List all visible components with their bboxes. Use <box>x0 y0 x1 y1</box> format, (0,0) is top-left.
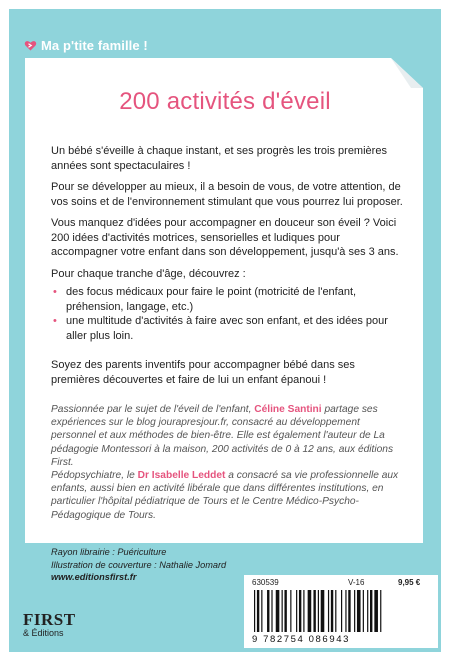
author-name-1: Céline Santini <box>254 404 322 415</box>
bullet-icon: • <box>53 286 57 298</box>
publisher-name: FIRST <box>23 610 76 629</box>
product-reference: 630539 <box>252 578 279 587</box>
publisher-logo <box>23 610 76 638</box>
heart-arrow-icon <box>24 39 37 52</box>
bullet-icon: • <box>53 315 57 327</box>
discover-list <box>51 285 406 343</box>
publisher-subtitle: & Éditions <box>23 628 64 638</box>
list-item: • une multitude d'activités à faire avec son enfant, et des idées pour aller plus loin. <box>53 315 388 342</box>
series-name: Ma p'tite famille ! <box>41 38 148 53</box>
isbn-digits: 9 782754 086943 <box>252 634 350 645</box>
author-bio <box>51 403 401 522</box>
paragraph-5: Soyez des parents inventifs pour accompagner bébé dans ses premières découvertes et faire de lui un enfant épanoui ! <box>51 359 355 386</box>
series-banner <box>24 38 148 53</box>
author-bio-2: Pédopsychiatre, le Dr Isabelle Leddet a consacré sa vie professionnelle aux enfants, aussi bien en activité libérale que dans différentes institutions, en particulier l'hôpital pédiatrique de Tours et le Centre Médico-Psycho-Pédagogique de Tours. <box>51 470 399 521</box>
author-bio-1: Passionnée par le sujet de l'éveil de l'enfant, Céline Santini partage ses expériences sur le blog jourapresjour.fr, consacré au développement personnel et aux méthodes de bien-être. Elle est également l'auteur de La pédagogie Montessori à la maison, 200 activités de 0 à 12 ans, aux éditions First. <box>51 404 394 468</box>
barcode-icon <box>252 590 432 632</box>
book-title: 200 activités d'éveil <box>119 88 331 115</box>
publisher-website: www.editionsfirst.fr <box>51 572 137 583</box>
age-range-paragraph <box>51 267 406 282</box>
paragraph-2: Pour se développer au mieux, il a besoin de vous, de votre attention, de vos soins et de l'environnement stimulant que vous pourrez lui proposer. <box>51 181 403 208</box>
panel-corner <box>391 58 423 88</box>
illustration-credit: Illustration de couverture : Nathalie Jomard <box>51 559 227 570</box>
intro-paragraph <box>51 144 406 173</box>
paragraph-4: Pour chaque tranche d'âge, découvrez : <box>51 268 246 280</box>
barcode-area <box>244 575 438 648</box>
paragraph-1: Un bébé s'éveille à chaque instant, et ses progrès les trois premières années sont spectaculaires ! <box>51 145 387 172</box>
closing-paragraph <box>51 358 406 387</box>
version-code: V-16 <box>348 578 365 587</box>
author-name-2: Dr Isabelle Leddet <box>137 470 226 482</box>
list-item: • des focus médicaux pour faire le point (motricité de l'enfant, préhension, langage, etc.) <box>53 286 357 313</box>
support-paragraph <box>51 180 406 209</box>
ideas-paragraph <box>51 216 406 260</box>
paragraph-3: Vous manquez d'idées pour accompagner en douceur son éveil ? Voici 200 idées d'activités motrices, sensorielles et ludiques pour accompagner votre enfant dans son développement, jusqu'à ses 3 ans. <box>51 217 399 258</box>
shelf-category: Rayon librairie : Puériculture <box>51 547 167 557</box>
price: 9,95 € <box>398 578 421 587</box>
